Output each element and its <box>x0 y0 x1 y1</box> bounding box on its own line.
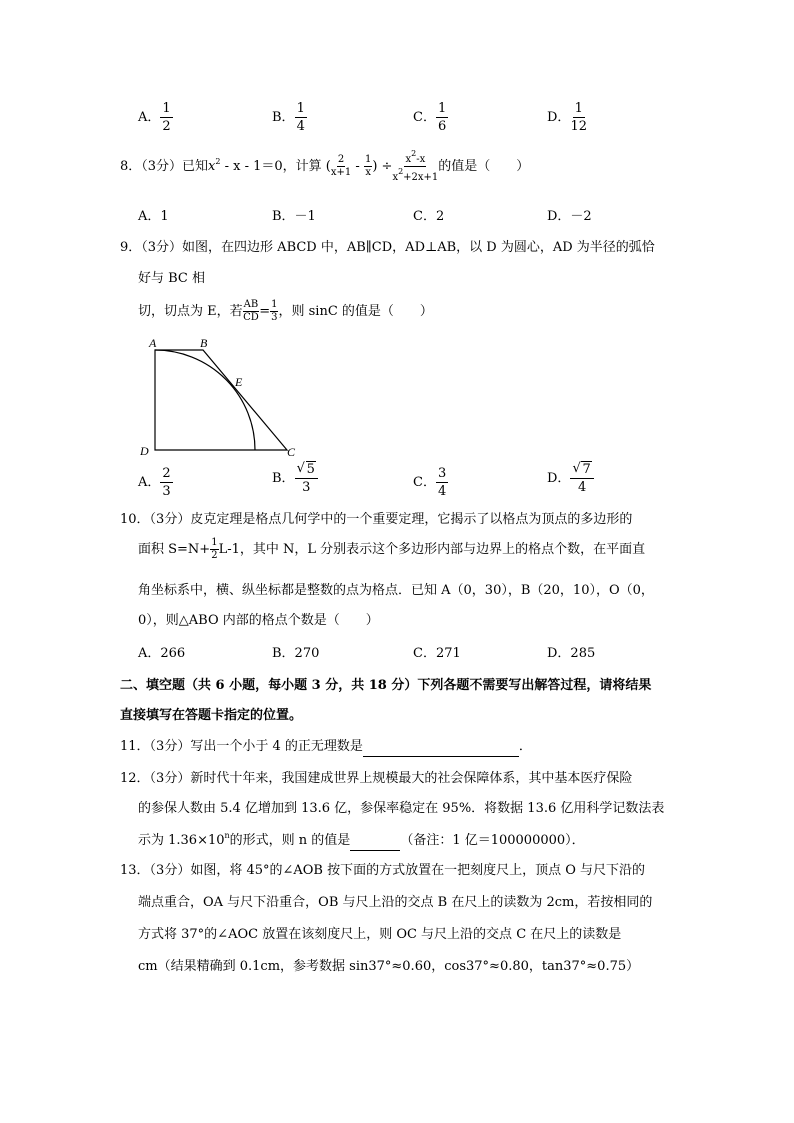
section2-heading-line1: 二、填空题（共 6 小题，每小题 3 分，共 18 分）下列各题不需要写出解答过程，请将结果 <box>120 678 652 693</box>
q9-figure-arc <box>155 350 255 450</box>
q8-option-a: A．1 <box>138 209 169 224</box>
q10-option-b: B．270 <box>272 646 320 661</box>
q8-stem: 8．（3分）已知$x^2 - x - 1=0$，计算 ( $\frac{2}{x+1}$ - $\frac{1}{x}$ ) ÷ $\frac{x^2-x}{x^2+2x+1}$ 的值是（ ） <box>120 149 530 183</box>
q9-label-d: D <box>140 444 149 458</box>
sqrt-symbol: √ <box>296 461 305 476</box>
q9-option-c: C． $\frac{3}{4}$ <box>413 466 447 499</box>
q12-stem-line1: 12．（3分）新时代十年来，我国建成世界上规模最大的社会保障体系，其中基本医疗保险 <box>120 771 633 786</box>
q7-option-a: A． $\frac{1}{2}$ <box>138 101 171 134</box>
q9-label-a: A <box>149 336 157 350</box>
q13-stem-line2: 端点重合，OA 与尺下沿重合，OB 与尺上沿的交点 B 在尺上的读数为 2cm，若按相同的 <box>138 895 653 910</box>
q9-option-a: A． $\frac{2}{3}$ <box>138 466 171 499</box>
q9-label-e: E <box>235 375 243 389</box>
q8-option-b: B．－1 <box>272 209 316 224</box>
q7-option-d: D． $\frac{1}{12}$ <box>547 101 587 134</box>
q10-option-c: C．271 <box>413 646 461 661</box>
q11-stem: 11．（3分）写出一个小于 4 的正无理数是 ． <box>120 740 532 757</box>
q13-stem-line4: cm（结果精确到 0.1cm，参考数据 sin37°≈0.60，cos37°≈0.80，tan37°≈0.75） <box>138 959 640 974</box>
q11-answer-blank[interactable] <box>363 743 519 757</box>
q12-stem-line3: 示为 $1.36\times 10^n$的形式，则 n 的值是 （备注：1 亿＝100000000）． <box>138 832 585 851</box>
q9-option-b: B． √ 5 3 <box>272 463 318 494</box>
q7-option-b: B． $\frac{1}{4}$ <box>272 101 305 134</box>
q7-option-c: C． $\frac{1}{6}$ <box>413 101 447 134</box>
q12-answer-blank[interactable] <box>350 837 400 851</box>
q9-figure-quadrilateral <box>155 350 287 450</box>
q8-option-c: C．2 <box>413 209 445 224</box>
q9-stem-line3: 切，切点为 E，若 $\frac{AB}{CD}$ = $\frac{1}{3}$ ，则 sinC 的值是（ ） <box>138 299 433 323</box>
q9-stem-line2: 好与 BC 相 <box>138 271 206 286</box>
sqrt-symbol: √ <box>572 461 581 476</box>
q8-option-d: D．－2 <box>547 209 592 224</box>
q10-stem-line3: 角坐标系中，横、纵坐标都是整数的点为格点．已知 A（0，30），B（20，10），O（0， <box>138 583 654 598</box>
q13-stem-line1: 13．（3分）如图，将 45°的∠AOB 按下面的方式放置在一把刻度尺上，顶点 O 与尺下沿的 <box>120 863 646 878</box>
q10-stem-line2: 面积 S=N+ $\frac{1}{2}$ L-1，其中 N，L 分别表示这个多边形内部与边界上的格点个数，在平面直 <box>138 537 646 561</box>
q9-stem-line1: 9．（3分）如图，在四边形 ABCD 中，AB∥CD，AD⊥AB，以 D 为圆心，AD 为半径的弧恰 <box>120 240 655 255</box>
q9-label-c: C <box>287 445 296 459</box>
q12-stem-line2: 的参保人数由 5.4 亿增加到 13.6 亿，参保率稳定在 95%．将数据 13.6 亿用科学记数法表 <box>138 801 665 816</box>
q10-option-d: D．285 <box>547 646 596 661</box>
section2-heading-line2: 直接填写在答题卡指定的位置。 <box>120 708 303 723</box>
q10-stem-line4: 0），则△ABO 内部的格点个数是（ ） <box>138 613 379 628</box>
q9-label-b: B <box>200 336 208 350</box>
q13-stem-line3: 方式将 37°的∠AOC 放置在该刻度尺上，则 OC 与尺上沿的交点 C 在尺上的读数是 <box>138 927 622 942</box>
q10-option-a: A．266 <box>138 646 186 661</box>
q9-figure <box>140 332 310 460</box>
q9-option-d: D． √ 7 4 <box>547 463 594 494</box>
q10-stem-line1: 10．（3分）皮克定理是格点几何学中的一个重要定理，它揭示了以格点为顶点的多边形的 <box>120 512 633 527</box>
